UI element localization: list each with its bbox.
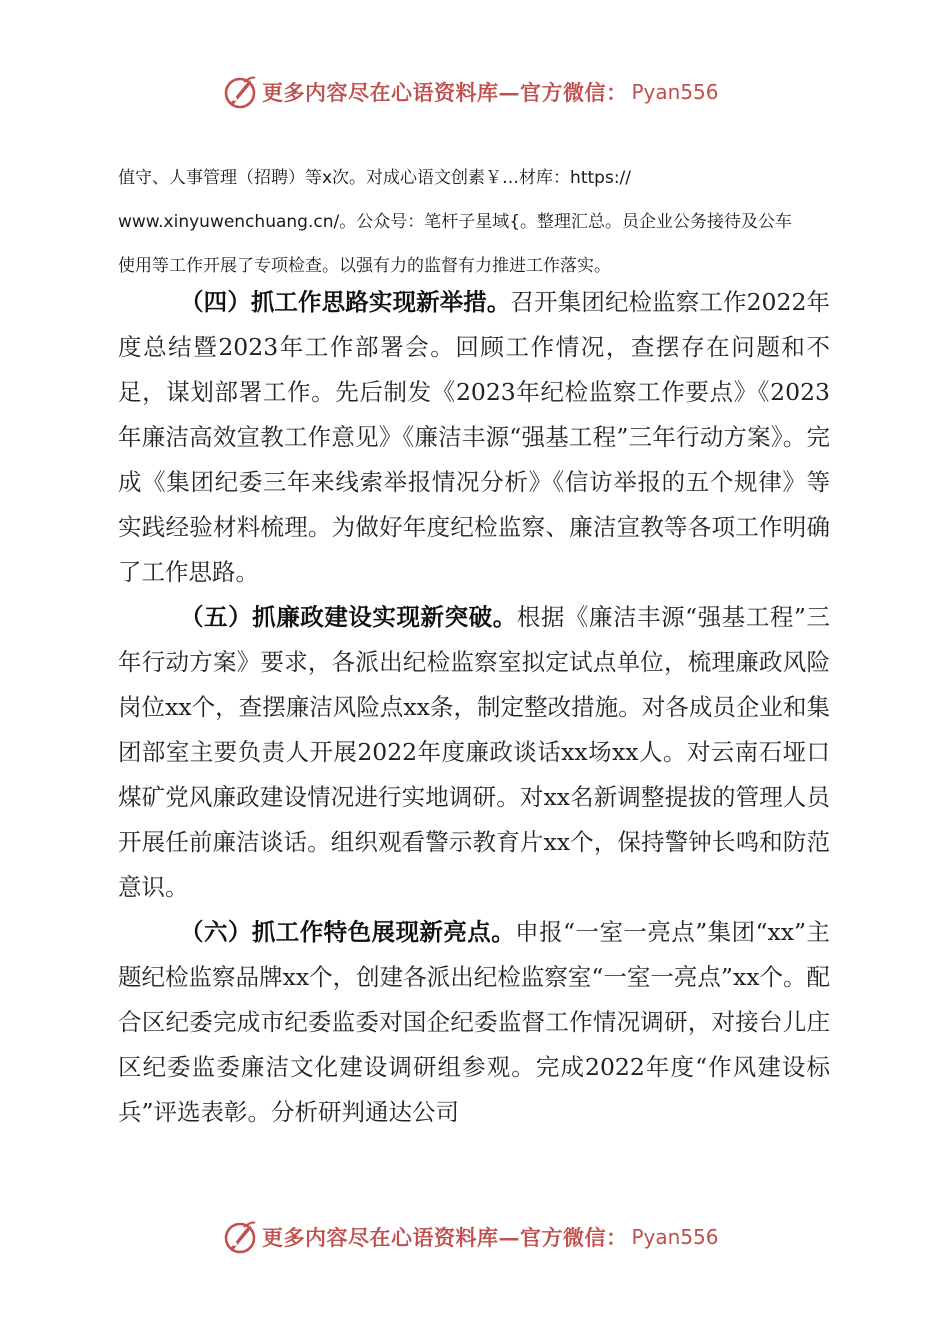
pen-nib-logo-icon: [222, 74, 258, 110]
paragraph-section-6: [118, 910, 830, 1135]
banner-brand-text: 更多内容尽在心语资料库—官方微信：: [262, 1225, 628, 1250]
section-body: 申报“一室一亮点”集团“xx”主题纪检监察品牌xx个，创建各派出纪检监察室“一室一亮点”xx个。配合区纪委完成市纪委监委对国企纪委监督工作情况调研，对接台儿庄区纪委监委廉洁文化建设调研组参观。完成2022年度“作风建设标兵”评选表彰。分析研判通达公司: [118, 918, 831, 1126]
prelude-line: 使用等工作开展了专项检查。以强有力的监督有力推进工作落实。: [118, 256, 611, 276]
header-watermark-banner: [222, 72, 719, 112]
section-body: 根据《廉洁丰源“强基工程”三年行动方案》要求，各派出纪检监察室拟定试点单位，梳理廉政风险岗位xx个，查摆廉洁风险点xx条，制定整改措施。对各成员企业和集团部室主要负责人开展2022年度廉政谈话xx场xx人。对云南石垭口煤矿党风廉政建设情况进行实地调研。对xx名新调整提拔的管理人员开展任前廉洁谈话。组织观看警示教育片xx个，保持警钟长鸣和防范意识。: [118, 603, 831, 901]
section-heading: （四）抓工作思路实现新举措。: [180, 288, 511, 316]
section-body: 召开集团纪检监察工作2022年度总结暨2023年工作部署会。回顾工作情况，查摆存在问题和不足，谋划部署工作。先后制发《2023年纪检监察工作要点》《2023年廉洁高效宣教工作意见》《廉洁丰源“强基工程”三年行动方案》。完成《集团纪委三年来线索举报情况分析》《信访举报的五个规律》等实践经验材料梳理。为做好年度纪检监察、廉洁宣教等各项工作明确了工作思路。: [118, 288, 831, 586]
banner-wechat-id: Pyan556: [631, 1225, 719, 1249]
section-heading: （六）抓工作特色展现新亮点。: [180, 918, 516, 946]
pen-nib-logo-icon: [222, 1219, 258, 1255]
prelude-text-block: [118, 156, 838, 288]
paragraph-section-4: [118, 280, 830, 595]
prelude-line: 值守、人事管理（招聘）等x次。对成心语文创素￥…材库：https://: [118, 168, 631, 188]
banner-brand-text: 更多内容尽在心语资料库—官方微信：: [262, 80, 628, 105]
document-body: [118, 280, 830, 1135]
section-heading: （五）抓廉政建设实现新突破。: [180, 603, 517, 631]
banner-wechat-id: Pyan556: [631, 80, 719, 104]
footer-watermark-banner: [222, 1217, 719, 1257]
prelude-line: www.xinyuwenchuang.cn/。公众号：笔杆子星域{。整理汇总。员企业公务接待及公车: [118, 212, 793, 232]
paragraph-section-5: [118, 595, 830, 910]
